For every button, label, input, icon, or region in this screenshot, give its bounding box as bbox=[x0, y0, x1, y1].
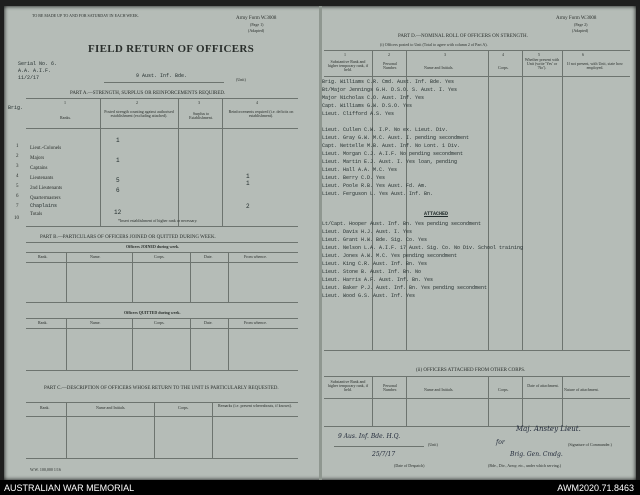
attached-row: Lt/Capt. Hooper Aust. Inf. Bn. Yes pending secondment bbox=[322, 221, 482, 227]
posted-row: Lieut. Berry C.D. Yes bbox=[322, 175, 386, 181]
quitted-v3 bbox=[190, 318, 191, 370]
bde-handwritten: Brig. Gen. Cmdg. bbox=[510, 451, 563, 458]
pc-v1 bbox=[66, 402, 67, 458]
oc-h-nature: Nature of attachment. bbox=[564, 387, 599, 392]
attached-row: Lieut. Wood G.S. Aust. Inf. Yes bbox=[322, 293, 416, 299]
posted-row: Lieut. Morgan C.J. A.I.F. No pending secondment bbox=[322, 151, 464, 157]
pa-bottom-rule bbox=[26, 226, 298, 227]
part-b-top-rule bbox=[26, 242, 298, 243]
top-note: TO BE MADE UP TO AND FOR SATURDAY IN EACH WEEK. bbox=[32, 13, 139, 18]
rank-num-10: 10 bbox=[14, 216, 19, 221]
rank-num-2: 2 bbox=[16, 154, 19, 159]
page-left: (Page 1) bbox=[250, 22, 264, 27]
attached-row: Lieut. Baker P.J. Aust. Inf. Bn. Yes pending secondment bbox=[322, 285, 488, 291]
rank-captains: Captains bbox=[30, 166, 48, 171]
posted-row: Lieut. Gray G.W. M.C. Aust. I. pending secondment bbox=[322, 135, 470, 141]
joined-h-rank: Rank. bbox=[38, 254, 48, 259]
typed-chaplains: Chaplains bbox=[30, 203, 58, 209]
attached-row: Lieut. Jones A.W. M.C. Yes pending secondment bbox=[322, 253, 458, 259]
pd-col-3: 3 bbox=[444, 52, 446, 57]
rank-lt-col: Lieut.-Colonels bbox=[30, 146, 62, 151]
other-corps-title: (ii) OFFICERS ATTACHED FROM OTHER CORPS. bbox=[416, 368, 526, 373]
unit-label-right: (Unit) bbox=[428, 442, 438, 447]
pd-h-employed: If not present, with Unit, state how employed. bbox=[567, 61, 623, 70]
posted-row: Major Nicholas C.O. Aust. Inf. Yes bbox=[322, 95, 425, 101]
oc-v3 bbox=[488, 376, 489, 426]
pa-col-2: 2 bbox=[136, 100, 138, 105]
part-a-top-rule bbox=[26, 98, 298, 99]
posted-row: Capt. Nettelle M.B. Aust. Inf. No Lont. 1 Div. bbox=[322, 143, 461, 149]
oc-v5 bbox=[562, 376, 563, 426]
posted-val-2: 1 bbox=[116, 157, 120, 164]
pa-col-3: 3 bbox=[198, 100, 200, 105]
quitted-bottom-rule bbox=[26, 370, 298, 371]
reinf-val-1: 1 bbox=[246, 180, 250, 187]
date-label: (Date of Despatch) bbox=[394, 463, 425, 468]
posted-sub: (i) Officers posted to Unit (Total to agree with column 2 of Part A). bbox=[380, 42, 488, 47]
part-a-title: PART A.—STRENGTH, SURPLUS OR REINFORCEMENTS REQUIRED. bbox=[70, 91, 226, 96]
pd-bottom-rule bbox=[324, 350, 630, 351]
rank-num-4: 4 bbox=[16, 174, 19, 179]
serial-line-3: 11/2/17 bbox=[18, 75, 40, 81]
page-right: (Page 2) bbox=[574, 22, 588, 27]
posted-row: Lieut. Clifford A.S. Yes bbox=[322, 111, 395, 117]
rank-lieutenants: Lieutenants bbox=[30, 176, 54, 181]
oc-bottom-rule bbox=[324, 426, 630, 427]
posted-row: Lieut. Cullen C.W. I.P. No ex. Lieut. Div. bbox=[322, 127, 449, 133]
joined-title: Officers JOINED during week. bbox=[126, 244, 180, 249]
pd-v5 bbox=[562, 50, 563, 350]
rank-num-5: 5 bbox=[16, 184, 19, 189]
rank-num-3: 3 bbox=[16, 164, 19, 169]
attached-title: ATTACHED bbox=[424, 211, 449, 217]
pa-header-rule bbox=[26, 128, 298, 129]
footer-bar bbox=[0, 480, 640, 495]
rank-quartermasters: Quartermasters bbox=[30, 196, 61, 201]
page-title: FIELD RETURN OF OFFICERS bbox=[88, 43, 255, 55]
pa-header-posted: Posted strength counting against authorised establishment (excluding attached). bbox=[104, 109, 174, 118]
army-form-left: Army Form W.3008 bbox=[236, 16, 277, 21]
quitted-h-from: From whence. bbox=[244, 320, 267, 325]
unit-label-left: (Unit) bbox=[236, 77, 246, 82]
rank-2nd-lieutenants: 2nd Lieutenants bbox=[30, 186, 63, 191]
attached-row: Lieut. Grant H.W. Bde. Sig. Co. Yes bbox=[322, 237, 428, 243]
pd-col-1: 1 bbox=[344, 52, 346, 57]
pc-v2 bbox=[154, 402, 155, 458]
posted-row: Lieut. Ferguson L. Yes Aust. Inf. Bn. bbox=[322, 191, 434, 197]
unit-handwritten: 9 Aus. Inf. Bde. H.Q. bbox=[338, 433, 401, 440]
surplus-val-1: 1 bbox=[246, 173, 250, 180]
quitted-h-rank: Rank. bbox=[38, 320, 48, 325]
pd-h-rank: Substantive Rank and higher temporary rank, if held. bbox=[327, 59, 369, 72]
unit-underline bbox=[104, 82, 224, 83]
rank-num-6: 6 bbox=[16, 194, 19, 199]
joined-h-corps: Corps. bbox=[154, 254, 165, 259]
oc-top-rule bbox=[324, 376, 630, 377]
pc-h-rank: Rank. bbox=[40, 405, 50, 410]
oc-h-name: Name and Initials. bbox=[424, 387, 454, 392]
part-b-title: PART B.—PARTICULARS OF OFFICERS JOINED OR QUITTED DURING WEEK. bbox=[40, 235, 216, 240]
quitted-v1 bbox=[66, 318, 67, 370]
joined-h-from: From whence. bbox=[244, 254, 267, 259]
oc-v1 bbox=[372, 376, 373, 426]
pd-h-number: Personal Number. bbox=[383, 61, 397, 70]
pa-vline-2 bbox=[178, 98, 179, 226]
posted-row: Lieut. Poole R.B. Yes Aust. Fd. Am. bbox=[322, 183, 428, 189]
quitted-v2 bbox=[132, 318, 133, 370]
joined-bottom-rule bbox=[26, 302, 298, 303]
oc-h-corps: Corps. bbox=[498, 387, 509, 392]
oc-h-number: Personal Number. bbox=[383, 383, 397, 392]
footer-accession: AWM2020.71.8463 bbox=[557, 483, 634, 493]
pd-header-rule bbox=[324, 76, 630, 77]
attached-row: Lieut. Nelson L.A. A.I.F. 17 Aust. Sig. Co. No Div. School training bbox=[322, 245, 524, 251]
footer-credit: AUSTRALIAN WAR MEMORIAL bbox=[4, 483, 135, 493]
pa-col-1: 1 bbox=[64, 100, 66, 105]
pc-h-remarks: Remarks (i.e. present whereabouts, if known). bbox=[218, 403, 292, 408]
pd-h-name: Name and Initials. bbox=[424, 65, 454, 70]
pd-h-present: Whether present with Unit (write 'Yes' or 'No'). bbox=[524, 57, 560, 70]
attached-row: Lieut. King C.R. Aust. Inf. Bn. Yes bbox=[322, 261, 428, 267]
oc-h-date: Date of attachment. bbox=[527, 383, 559, 388]
pa-header-reinf: Reinforcements required (i.e. deficits on establishment). bbox=[228, 109, 294, 118]
army-form-right: Army Form W.3008 bbox=[556, 16, 597, 21]
pc-bottom-rule bbox=[26, 458, 298, 459]
adapted-left: (Adapted) bbox=[248, 28, 265, 33]
joined-v4 bbox=[228, 252, 229, 302]
posted-row: Lieut. Hall A.A. M.C. Yes bbox=[322, 167, 398, 173]
part-d-title: PART D.—NOMINAL ROLL OF OFFICERS ON STRENGTH. bbox=[398, 34, 528, 39]
posted-val-1: 1 bbox=[116, 137, 120, 144]
joined-v2 bbox=[132, 252, 133, 302]
pd-col-5: 5 bbox=[538, 52, 540, 57]
serial-line-2: A.A. A.I.F. bbox=[18, 68, 52, 74]
pa-vline-1 bbox=[100, 98, 101, 226]
bde-label: (Bde., Div., Army, etc., under which serving.) bbox=[488, 463, 562, 468]
quitted-v4 bbox=[228, 318, 229, 370]
posted-row: Capt. Williams G.W. D.S.O. Yes bbox=[322, 103, 413, 109]
pd-v3 bbox=[488, 50, 489, 350]
pc-h-corps: Corps. bbox=[178, 405, 189, 410]
posted-val-total: 12 bbox=[114, 209, 122, 216]
signature-label: (Signature of Commander.) bbox=[568, 442, 612, 447]
for-handwritten: for bbox=[496, 439, 505, 446]
posted-row: Bt/Major Jennings G.H. D.S.O. S. Aust. I. Yes bbox=[322, 87, 458, 93]
signature-handwritten: Maj. Anstey Lieut. bbox=[516, 425, 581, 433]
pa-col-4: 4 bbox=[256, 100, 258, 105]
serial-line-1: Serial No. 6. bbox=[18, 61, 58, 67]
posted-val-3: 5 bbox=[116, 177, 120, 184]
joined-v1 bbox=[66, 252, 67, 302]
quitted-h-name: Name. bbox=[90, 320, 101, 325]
quitted-h-corps: Corps. bbox=[154, 320, 165, 325]
oc-v2 bbox=[406, 376, 407, 426]
pd-v4 bbox=[522, 50, 523, 350]
oc-h-rank: Substantive Rank and higher temporary rank, if held. bbox=[327, 379, 369, 392]
oc-v4 bbox=[522, 376, 523, 426]
pd-col-6: 6 bbox=[582, 52, 584, 57]
part-c-title: PART C.—DESCRIPTION OF OFFICERS WHOSE RETURN TO THE UNIT IS PARTICULARLY REQUESTED. bbox=[44, 386, 279, 391]
joined-h-date: Date. bbox=[204, 254, 213, 259]
joined-v3 bbox=[190, 252, 191, 302]
rank-num-7: 7 bbox=[16, 204, 19, 209]
oc-header-rule bbox=[324, 398, 630, 399]
quitted-h-date: Date. bbox=[204, 320, 213, 325]
quitted-title: Officers QUITTED during week. bbox=[124, 310, 181, 315]
pa-header-surplus: Surplus to Establishment. bbox=[189, 111, 213, 120]
attached-row: Lieut. Harris A.F. Aust. Inf. Bn. Yes bbox=[322, 277, 434, 283]
pd-col-4: 4 bbox=[502, 52, 504, 57]
fold-line bbox=[319, 6, 322, 480]
rank-majors: Majors bbox=[30, 156, 45, 161]
rank-totals: Totals bbox=[30, 212, 43, 217]
pa-header-ranks: Ranks. bbox=[60, 115, 71, 120]
pa-vline-3 bbox=[222, 98, 223, 226]
typed-brig: Brig. bbox=[8, 105, 24, 111]
pc-h-name: Name and Initials. bbox=[96, 405, 126, 410]
reinf-val-2: 2 bbox=[246, 203, 250, 210]
posted-row: Lieut. Martin E.J. Aust. I. Yes loan, pending bbox=[322, 159, 458, 165]
unit-line-right bbox=[334, 446, 424, 447]
print-code: W.W. 100,000 1/16 bbox=[30, 467, 61, 472]
attached-row: Lieut. Stone B. Aust. Inf. Bn. No bbox=[322, 269, 422, 275]
adapted-right: (Adapted) bbox=[572, 28, 589, 33]
unit-typed: 9 Aust. Inf. Bde. bbox=[136, 73, 188, 79]
posted-val-4: 6 bbox=[116, 187, 120, 194]
pd-h-corps: Corps. bbox=[498, 65, 509, 70]
attached-row: Lieut. Davis H.J. Aust. I. Yes bbox=[322, 229, 413, 235]
pa-footnote: *Insert establishment of higher rank or necessary. bbox=[118, 218, 198, 223]
document-sheet bbox=[4, 6, 636, 480]
posted-row: Brig. Williams C.R. Cmd. Aust. Inf. Bde. Yes bbox=[322, 79, 455, 85]
pc-v3 bbox=[212, 402, 213, 458]
rank-num-1: 1 bbox=[16, 144, 19, 149]
pd-top-rule bbox=[324, 50, 630, 51]
joined-h-name: Name. bbox=[90, 254, 101, 259]
pd-col-2: 2 bbox=[388, 52, 390, 57]
date-handwritten: 25/7/17 bbox=[372, 451, 396, 458]
